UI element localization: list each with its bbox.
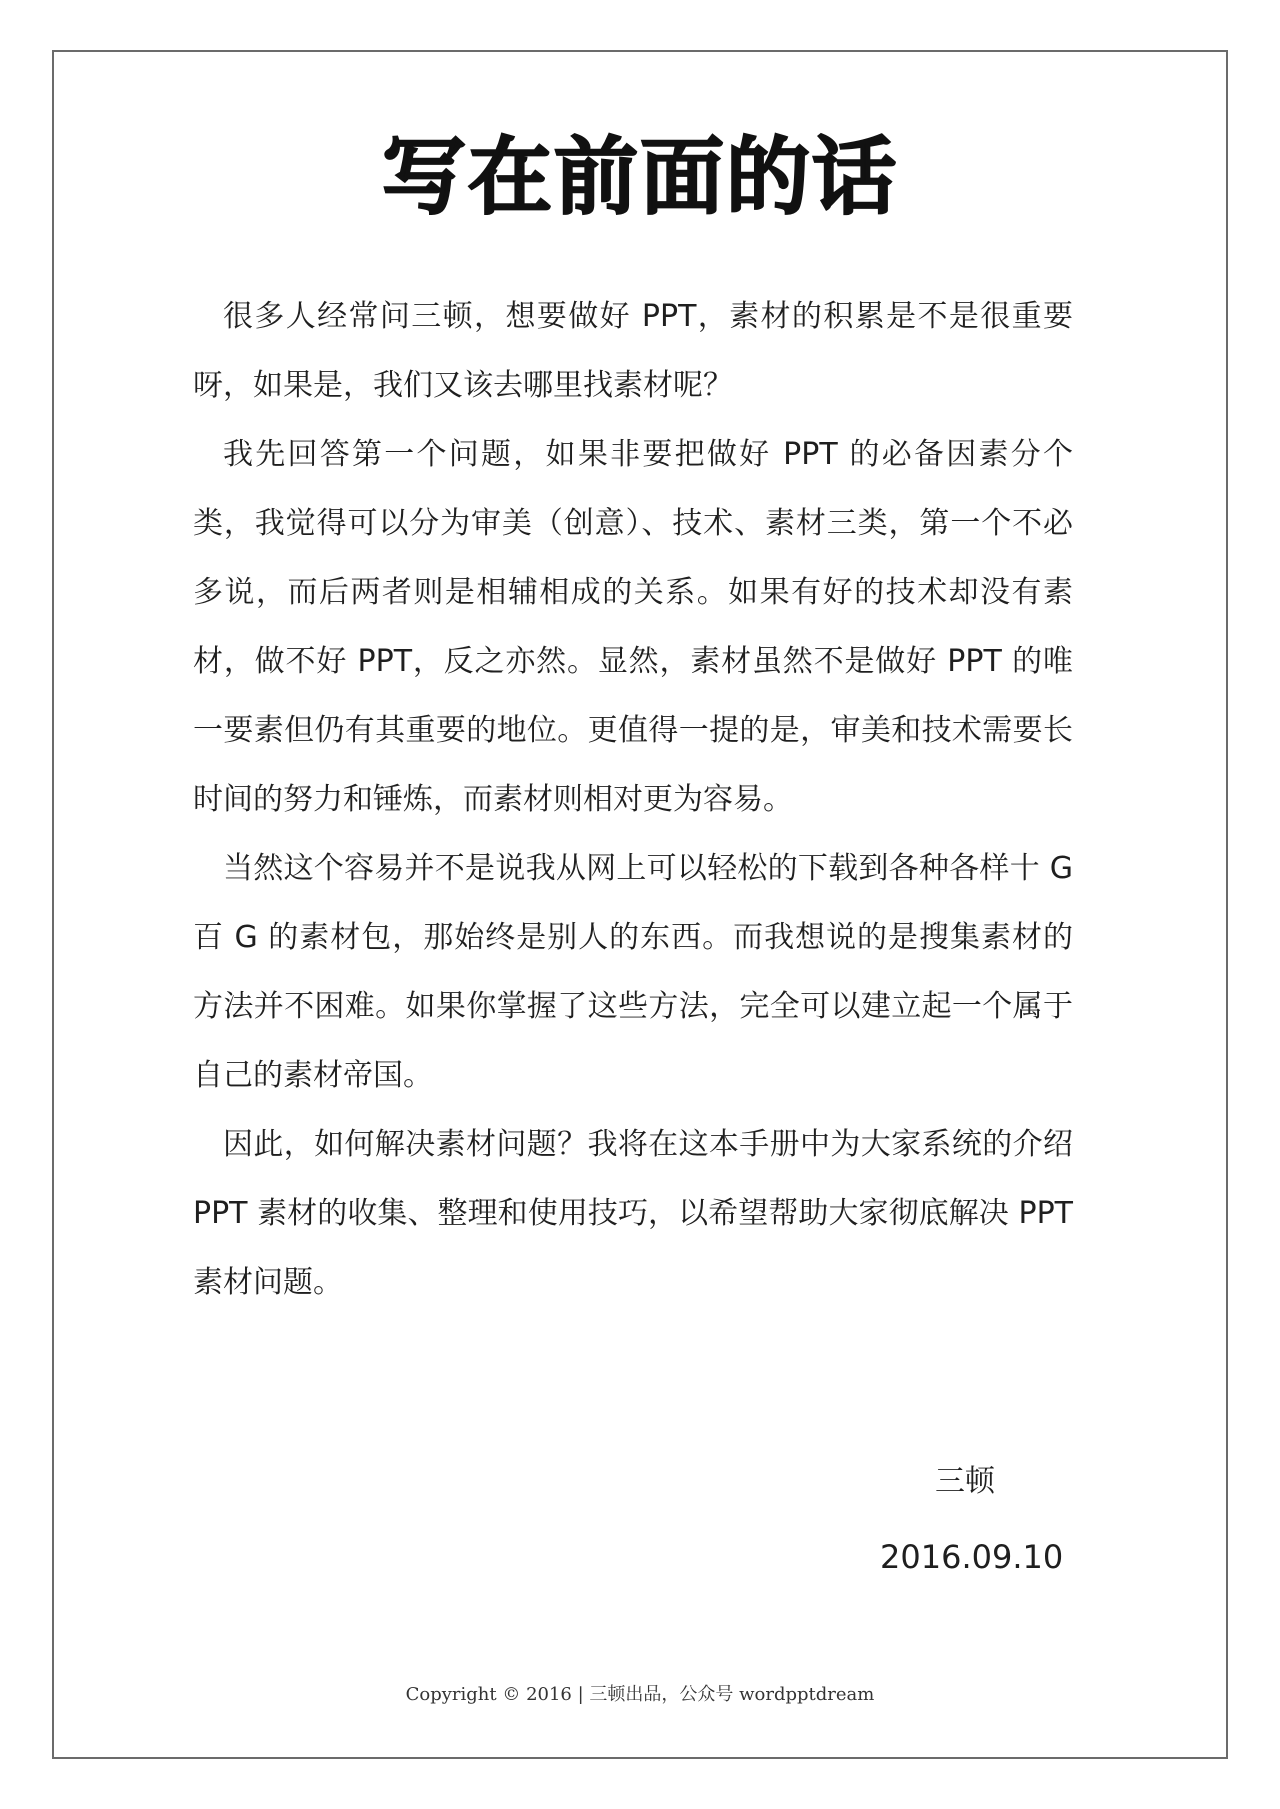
page-title: 写在前面的话 [381, 128, 898, 226]
body-text [193, 282, 1073, 1317]
signature-date: 2016.09.10 [880, 1538, 1064, 1576]
paragraph-1: 很多人经常问三顿，想要做好 PPT，素材的积累是不是很重要呀，如果是，我们又该去哪里找素材呢？ [193, 299, 1073, 403]
author-signature: 三顿 [935, 1464, 995, 1499]
copyright-footer: Copyright © 2016 | 三顿出品，公众号 wordpptdream [405, 1684, 875, 1705]
paragraph-4: 因此，如何解决素材问题？我将在这本手册中为大家系统的介绍 PPT 素材的收集、整理和使用技巧，以希望帮助大家彻底解决 PPT 素材问题。 [193, 1127, 1073, 1300]
paragraph-3: 当然这个容易并不是说我从网上可以轻松的下载到各种各样十 G 百 G 的素材包，那始终是别人的东西。而我想说的是搜集素材的方法并不困难。如果你掌握了这些方法，完全可以建立起一个属于自己的素材帝国。 [193, 851, 1073, 1093]
paragraph-2: 我先回答第一个问题，如果非要把做好 PPT 的必备因素分个类，我觉得可以分为审美（创意）、技术、素材三类，第一个不必多说，而后两者则是相辅相成的关系。如果有好的技术却没有素材，做不好 PPT，反之亦然。显然，素材虽然不是做好 PPT 的唯一要素但仍有其重要的地位。更值得一提的是，审美和技术需要长时间的努力和锤炼，而素材则相对更为容易。 [193, 437, 1073, 817]
